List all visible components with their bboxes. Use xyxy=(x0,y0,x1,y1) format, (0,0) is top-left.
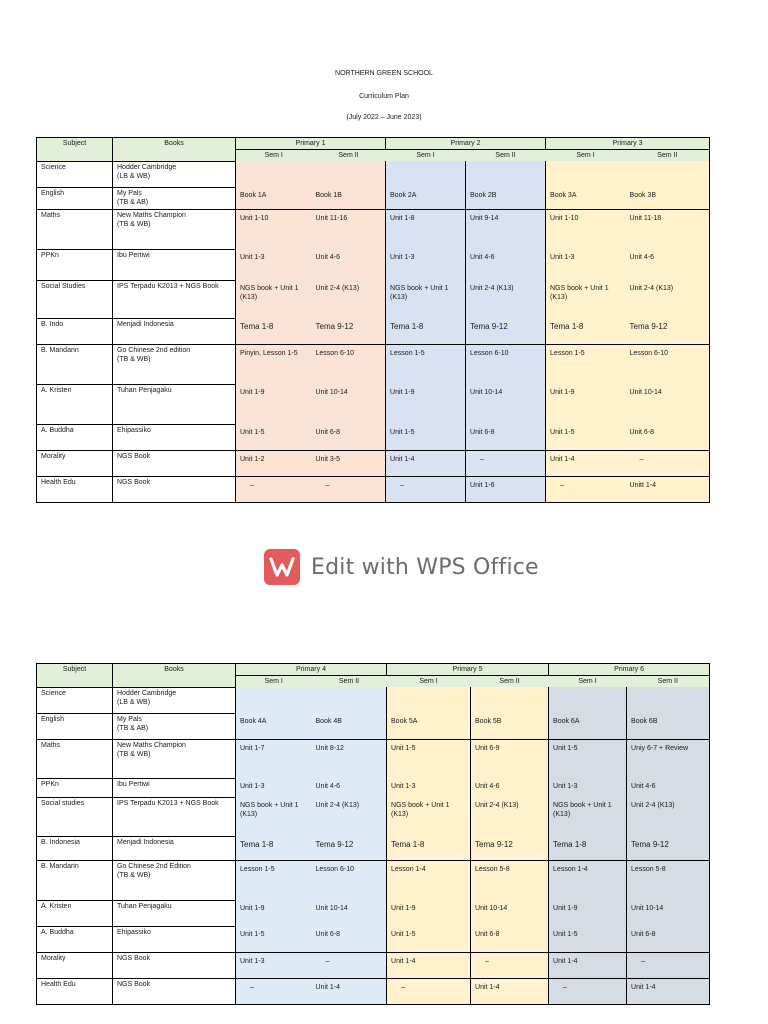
curriculum-cell: Tema 1-8 xyxy=(546,318,626,344)
subject-cell: Morality xyxy=(37,952,113,978)
curriculum-cell: Unit 1-10 xyxy=(546,209,626,249)
curriculum-cell: Unit 1-9 xyxy=(236,900,312,926)
curriculum-cell: Tema 1-8 xyxy=(236,836,312,860)
books-cell xyxy=(113,476,236,502)
sem-1-header: Sem I xyxy=(264,678,283,685)
curriculum-cell: Unit 11-16 xyxy=(312,209,386,249)
books-cell xyxy=(113,384,236,424)
curriculum-cell: Book 6A xyxy=(549,713,627,739)
table-row xyxy=(37,952,710,978)
book-line: (TB & WB) xyxy=(117,220,151,228)
curriculum-cell: Unit 1-5 xyxy=(236,424,312,450)
curriculum-cell: – xyxy=(626,450,710,476)
curriculum-cell: Unit 1-3 xyxy=(546,249,626,280)
curriculum-cell: Unit 1-10 xyxy=(236,209,312,249)
curriculum-cell: Unit 4-6 xyxy=(471,778,549,797)
curriculum-cell: – xyxy=(471,952,549,978)
sem-2-header: Sem II xyxy=(499,678,520,685)
subject-cell: PPKn xyxy=(37,778,113,797)
curriculum-cell: Unit 10-14 xyxy=(471,900,549,926)
table-row xyxy=(37,713,710,739)
book-line: Ehipassiko xyxy=(117,426,151,434)
curriculum-cell: Book 4B xyxy=(312,713,387,739)
table-row xyxy=(37,344,710,384)
curriculum-cell xyxy=(236,161,312,187)
curriculum-cell: Tema 9-12 xyxy=(471,836,549,860)
curriculum-cell: Unit 1-4 xyxy=(546,450,626,476)
sem-1-header: Sem I xyxy=(578,678,597,685)
subject-cell: Science xyxy=(37,687,113,713)
curriculum-cell: Unit 4-6 xyxy=(626,249,710,280)
curriculum-cell: – xyxy=(549,978,627,1004)
curriculum-cell: Tema 9-12 xyxy=(627,836,710,860)
subject-cell: Health Edu xyxy=(37,476,113,502)
curriculum-cell: Unit 10-14 xyxy=(627,900,710,926)
curriculum-cell: – xyxy=(236,476,312,502)
sem-1-header: Sem I xyxy=(264,152,283,159)
subject-cell: English xyxy=(37,187,113,209)
books-cell xyxy=(113,860,236,900)
curriculum-cell: Lesson 5-8 xyxy=(627,860,710,900)
table-row xyxy=(37,450,710,476)
curriculum-cell: Book 4A xyxy=(236,713,312,739)
book-line: NGS Book xyxy=(117,452,151,460)
subject-cell: B. Mandarin xyxy=(37,344,113,384)
subject-cell: Morality xyxy=(37,450,113,476)
curriculum-cell xyxy=(312,161,386,187)
curriculum-cell: Unit 1-8 xyxy=(386,209,466,249)
curriculum-cell: Tema 1-8 xyxy=(549,836,627,860)
book-line: (TB & WB) xyxy=(117,355,151,363)
curriculum-cell: Tema 9-12 xyxy=(466,318,546,344)
table-row xyxy=(37,424,710,450)
curriculum-cell: Lesson 1-4 xyxy=(387,860,471,900)
curriculum-cell: NGS book + Unit 1 (K13) xyxy=(236,280,312,318)
curriculum-cell: Book 3B xyxy=(626,187,710,209)
curriculum-cell: Unit 3-5 xyxy=(312,450,386,476)
curriculum-cell: Lesson 1-5 xyxy=(236,860,312,900)
curriculum-cell: Lesson 6-10 xyxy=(466,344,546,384)
books-cell xyxy=(113,836,236,860)
grade-header-primary-1: Primary 1 xyxy=(236,138,386,150)
curriculum-cell: Lesson 1-5 xyxy=(386,344,466,384)
subject-cell: B. Indo xyxy=(37,318,113,344)
curriculum-cell: Pinyin, Lesson 1-5 xyxy=(236,344,312,384)
curriculum-cell xyxy=(386,161,466,187)
academic-period: (July 2022 – June 2023) xyxy=(346,114,422,121)
curriculum-cell: Tema 1-8 xyxy=(386,318,466,344)
table-row xyxy=(37,280,710,318)
curriculum-cell xyxy=(471,687,549,713)
curriculum-cell: Unit 2-4 (K13) xyxy=(626,280,710,318)
books-cell xyxy=(113,161,236,187)
curriculum-cell: Uniy 6-7 + Review xyxy=(627,739,710,778)
book-line: (TB & WB) xyxy=(117,750,151,758)
table-row xyxy=(37,836,710,860)
curriculum-cell: NGS book + Unit 1 (K13) xyxy=(387,797,471,836)
subject-cell: Maths xyxy=(37,739,113,778)
curriculum-cell: – xyxy=(627,952,710,978)
subject-header: Subject xyxy=(37,138,113,162)
book-line: (TB & AB) xyxy=(117,198,149,206)
curriculum-cell: Unit 1-5 xyxy=(387,926,471,952)
grade-header-primary-6: Primary 6 xyxy=(549,664,710,676)
curriculum-cell: NGS book + Unit 1 (K13) xyxy=(236,797,312,836)
books-cell xyxy=(113,739,236,778)
curriculum-cell: Unit 10-14 xyxy=(312,900,387,926)
subject-cell: B. Mandarin xyxy=(37,860,113,900)
subject-cell: Social Studies xyxy=(37,280,113,318)
grade-header-primary-3: Primary 3 xyxy=(546,138,710,150)
grade-header-primary-2: Primary 2 xyxy=(386,138,546,150)
curriculum-cell: – xyxy=(466,450,546,476)
curriculum-cell: Unit 1-5 xyxy=(546,424,626,450)
book-line: My Pals xyxy=(117,189,142,197)
subject-cell: A. Kristen xyxy=(37,384,113,424)
curriculum-cell: Unit 1-3 xyxy=(236,952,312,978)
curriculum-cell: Unit 1-3 xyxy=(386,249,466,280)
wps-watermark-text: Edit with WPS Office xyxy=(311,554,539,580)
curriculum-cell: Unit 1-6 xyxy=(466,476,546,502)
sem-2-header: Sem II xyxy=(338,678,360,685)
book-line: Ibu Pertiwi xyxy=(117,251,150,259)
books-cell xyxy=(113,952,236,978)
book-line: Go Chinese 2nd edition xyxy=(117,346,191,354)
sem-1-header: Sem I xyxy=(419,678,438,685)
books-cell xyxy=(113,209,236,249)
book-line: IPS Terpadu K2013 + NGS Book xyxy=(117,282,219,290)
curriculum-cell xyxy=(312,687,387,713)
table-row xyxy=(37,161,710,187)
subject-header: Subject xyxy=(37,664,113,688)
curriculum-cell: Unit 8-12 xyxy=(312,739,387,778)
curriculum-cell: Unit 1-9 xyxy=(546,384,626,424)
book-line: New Maths Champion xyxy=(117,211,186,219)
book-line: NGS Book xyxy=(117,954,151,962)
curriculum-cell: Unit 1-3 xyxy=(236,778,312,797)
document-title: Curriculum Plan xyxy=(359,93,409,100)
curriculum-cell: Tema 1-8 xyxy=(236,318,312,344)
curriculum-cell: NGS book + Unit 1 (K13) xyxy=(386,280,466,318)
books-header: Books xyxy=(113,664,236,688)
curriculum-cell: Unit 4-6 xyxy=(466,249,546,280)
curriculum-cell: – xyxy=(312,952,387,978)
curriculum-cell: Unit 1-2 xyxy=(236,450,312,476)
subject-cell: Social studies xyxy=(37,797,113,836)
wps-office-logo-icon xyxy=(264,549,300,585)
curriculum-cell: Book 5B xyxy=(471,713,549,739)
grade-header-primary-4: Primary 4 xyxy=(236,664,387,676)
subject-cell: Science xyxy=(37,161,113,187)
curriculum-cell: Unit 1-9 xyxy=(386,384,466,424)
curriculum-cell: Unit 1-5 xyxy=(236,926,312,952)
table-row xyxy=(37,778,710,797)
sem-1-header: Sem I xyxy=(416,152,435,159)
curriculum-cell: Tema 9-12 xyxy=(312,318,386,344)
curriculum-cell: Unit 2-4 (K13) xyxy=(466,280,546,318)
book-line: Hodder Cambridge xyxy=(117,163,177,171)
book-line: (LB & WB) xyxy=(117,698,151,706)
curriculum-cell: Unit 1-7 xyxy=(236,739,312,778)
table-row xyxy=(37,978,710,1004)
curriculum-cell: – xyxy=(387,978,471,1004)
curriculum-cell: Unit 6-8 xyxy=(466,424,546,450)
curriculum-cell: Book 2A xyxy=(386,187,466,209)
curriculum-cell xyxy=(626,161,710,187)
curriculum-cell: Unit 1-4 xyxy=(386,450,466,476)
book-line: My Pals xyxy=(117,715,142,723)
curriculum-cell xyxy=(546,161,626,187)
curriculum-cell: Unit 1-3 xyxy=(387,778,471,797)
curriculum-cell: Tema 9-12 xyxy=(626,318,710,344)
curriculum-cell: Book 2B xyxy=(466,187,546,209)
curriculum-cell: Unit 1-3 xyxy=(236,249,312,280)
school-name: NORTHERN GREEN SCHOOL xyxy=(335,70,433,77)
table-row xyxy=(37,926,710,952)
book-line: Ehipassiko xyxy=(117,928,151,936)
curriculum-cell: Unit 2-4 (K13) xyxy=(312,280,386,318)
subject-cell: B. Indonesia xyxy=(37,836,113,860)
curriculum-cell: – xyxy=(312,476,386,502)
curriculum-cell xyxy=(387,687,471,713)
book-line: Menjadi Indonesia xyxy=(117,320,174,328)
curriculum-cell: Unit 4-6 xyxy=(312,778,387,797)
curriculum-cell: Unitt 1-4 xyxy=(626,476,710,502)
book-line: Ibu Pertiwi xyxy=(117,780,150,788)
table-row xyxy=(37,797,710,836)
books-cell xyxy=(113,926,236,952)
table-row xyxy=(37,249,710,280)
table-row xyxy=(37,187,710,209)
curriculum-cell: Unit 11-18 xyxy=(626,209,710,249)
books-cell xyxy=(113,778,236,797)
sem-2-header: Sem II xyxy=(495,152,516,159)
book-line: Tuhan Penjagaku xyxy=(117,902,172,910)
sem-2-header: Sem II xyxy=(627,676,710,688)
table-row xyxy=(37,900,710,926)
book-line: Menjadi Indonesia xyxy=(117,838,174,846)
books-cell xyxy=(113,280,236,318)
grade-header-primary-5: Primary 5 xyxy=(387,664,549,676)
curriculum-cell: – xyxy=(386,476,466,502)
curriculum-cell: Book 3A xyxy=(546,187,626,209)
book-line: Tuhan Penjagaku xyxy=(117,386,172,394)
sem-2-header: Sem II xyxy=(626,150,710,162)
curriculum-cell: Unit 2-4 (K13) xyxy=(312,797,387,836)
curriculum-cell: Unit 1-4 xyxy=(471,978,549,1004)
curriculum-cell: Unit 1-5 xyxy=(386,424,466,450)
sem-1-header: Sem I xyxy=(576,152,595,159)
curriculum-cell: Unit 1-3 xyxy=(549,778,627,797)
curriculum-cell: Lesson 1-5 xyxy=(546,344,626,384)
curriculum-cell: Unit 6-8 xyxy=(312,424,386,450)
curriculum-cell: Unit 1-5 xyxy=(387,739,471,778)
books-cell xyxy=(113,450,236,476)
curriculum-cell: – xyxy=(546,476,626,502)
curriculum-cell: Unit 1-9 xyxy=(236,384,312,424)
books-cell xyxy=(113,978,236,1004)
curriculum-cell: Unit 6-8 xyxy=(626,424,710,450)
table-row xyxy=(37,860,710,900)
curriculum-cell xyxy=(466,161,546,187)
curriculum-cell: NGS book + Unit 1 (K13) xyxy=(546,280,626,318)
curriculum-cell xyxy=(549,687,627,713)
table-row xyxy=(37,739,710,778)
curriculum-cell: Unit 6-8 xyxy=(627,926,710,952)
book-line: New Maths Champion xyxy=(117,741,186,749)
curriculum-table-primary-1-3 xyxy=(36,137,710,503)
book-line: IPS Terpadu K2013 + NGS Book xyxy=(117,799,219,807)
book-line: Hodder Cambridge xyxy=(117,689,177,697)
table-row xyxy=(37,384,710,424)
books-cell xyxy=(113,797,236,836)
curriculum-cell: Book 1A xyxy=(236,187,312,209)
curriculum-cell: Unit 1-4 xyxy=(312,978,387,1004)
curriculum-cell: Unit 1-5 xyxy=(549,739,627,778)
curriculum-cell: Unit 1-4 xyxy=(549,952,627,978)
books-cell xyxy=(113,187,236,209)
table-row xyxy=(37,318,710,344)
curriculum-cell: Unit 1-4 xyxy=(627,978,710,1004)
subject-cell: English xyxy=(37,713,113,739)
curriculum-cell: Book 6B xyxy=(627,713,710,739)
books-cell xyxy=(113,424,236,450)
books-cell xyxy=(113,900,236,926)
curriculum-cell: Unit 2-4 (K13) xyxy=(627,797,710,836)
subject-cell: A. Buddha xyxy=(37,424,113,450)
curriculum-cell: NGS book + Unit 1 (K13) xyxy=(549,797,627,836)
curriculum-cell: Unit 1-5 xyxy=(549,926,627,952)
curriculum-cell: Lesson 1-4 xyxy=(549,860,627,900)
curriculum-cell: Unit 10-14 xyxy=(626,384,710,424)
curriculum-cell: Tema 1-8 xyxy=(387,836,471,860)
subject-cell: PPKn xyxy=(37,249,113,280)
curriculum-cell: Tema 9-12 xyxy=(312,836,387,860)
book-line: NGS Book xyxy=(117,980,151,988)
curriculum-cell: Unit 10-14 xyxy=(466,384,546,424)
subject-cell: Maths xyxy=(37,209,113,249)
curriculum-cell: – xyxy=(236,978,312,1004)
curriculum-cell xyxy=(236,687,312,713)
curriculum-cell: Unit 2-4 (K13) xyxy=(471,797,549,836)
book-line: (LB & WB) xyxy=(117,172,151,180)
book-line: Go Chinese 2nd Edition xyxy=(117,862,191,870)
table-row xyxy=(37,209,710,249)
curriculum-cell xyxy=(627,687,710,713)
table-row xyxy=(37,687,710,713)
curriculum-cell: Unit 6-9 xyxy=(471,739,549,778)
books-cell xyxy=(113,687,236,713)
book-line: (TB & WB) xyxy=(117,871,151,879)
sem-2-header: Sem II xyxy=(338,152,359,159)
subject-cell: Health Edu xyxy=(37,978,113,1004)
curriculum-cell: Book 1B xyxy=(312,187,386,209)
curriculum-table-primary-4-6 xyxy=(36,663,710,1005)
curriculum-cell: Lesson 6-10 xyxy=(312,344,386,384)
wps-watermark[interactable] xyxy=(264,549,539,585)
books-header: Books xyxy=(113,138,236,162)
curriculum-cell: Unit 10-14 xyxy=(312,384,386,424)
table-row xyxy=(37,476,710,502)
curriculum-cell: Unit 1-9 xyxy=(387,900,471,926)
books-cell xyxy=(113,249,236,280)
curriculum-cell: Lesson 5-8 xyxy=(471,860,549,900)
curriculum-cell: Unit 4-6 xyxy=(312,249,386,280)
subject-cell: A. Kristen xyxy=(37,900,113,926)
books-cell xyxy=(113,713,236,739)
books-cell xyxy=(113,344,236,384)
curriculum-cell: Unit 4-6 xyxy=(627,778,710,797)
subject-cell: A. Buddha xyxy=(37,926,113,952)
books-cell xyxy=(113,318,236,344)
curriculum-cell: Unit 1-4 xyxy=(387,952,471,978)
curriculum-cell: Unit 9-14 xyxy=(466,209,546,249)
curriculum-cell: Unit 6-8 xyxy=(312,926,387,952)
book-line: (TB & AB) xyxy=(117,724,149,732)
curriculum-cell: Lesson 6-10 xyxy=(626,344,710,384)
curriculum-cell: Lesson 6-10 xyxy=(312,860,387,900)
curriculum-cell: Book 5A xyxy=(387,713,471,739)
curriculum-cell: Unit 6-8 xyxy=(471,926,549,952)
curriculum-cell: Unit 1-9 xyxy=(549,900,627,926)
book-line: NGS Book xyxy=(117,478,151,486)
